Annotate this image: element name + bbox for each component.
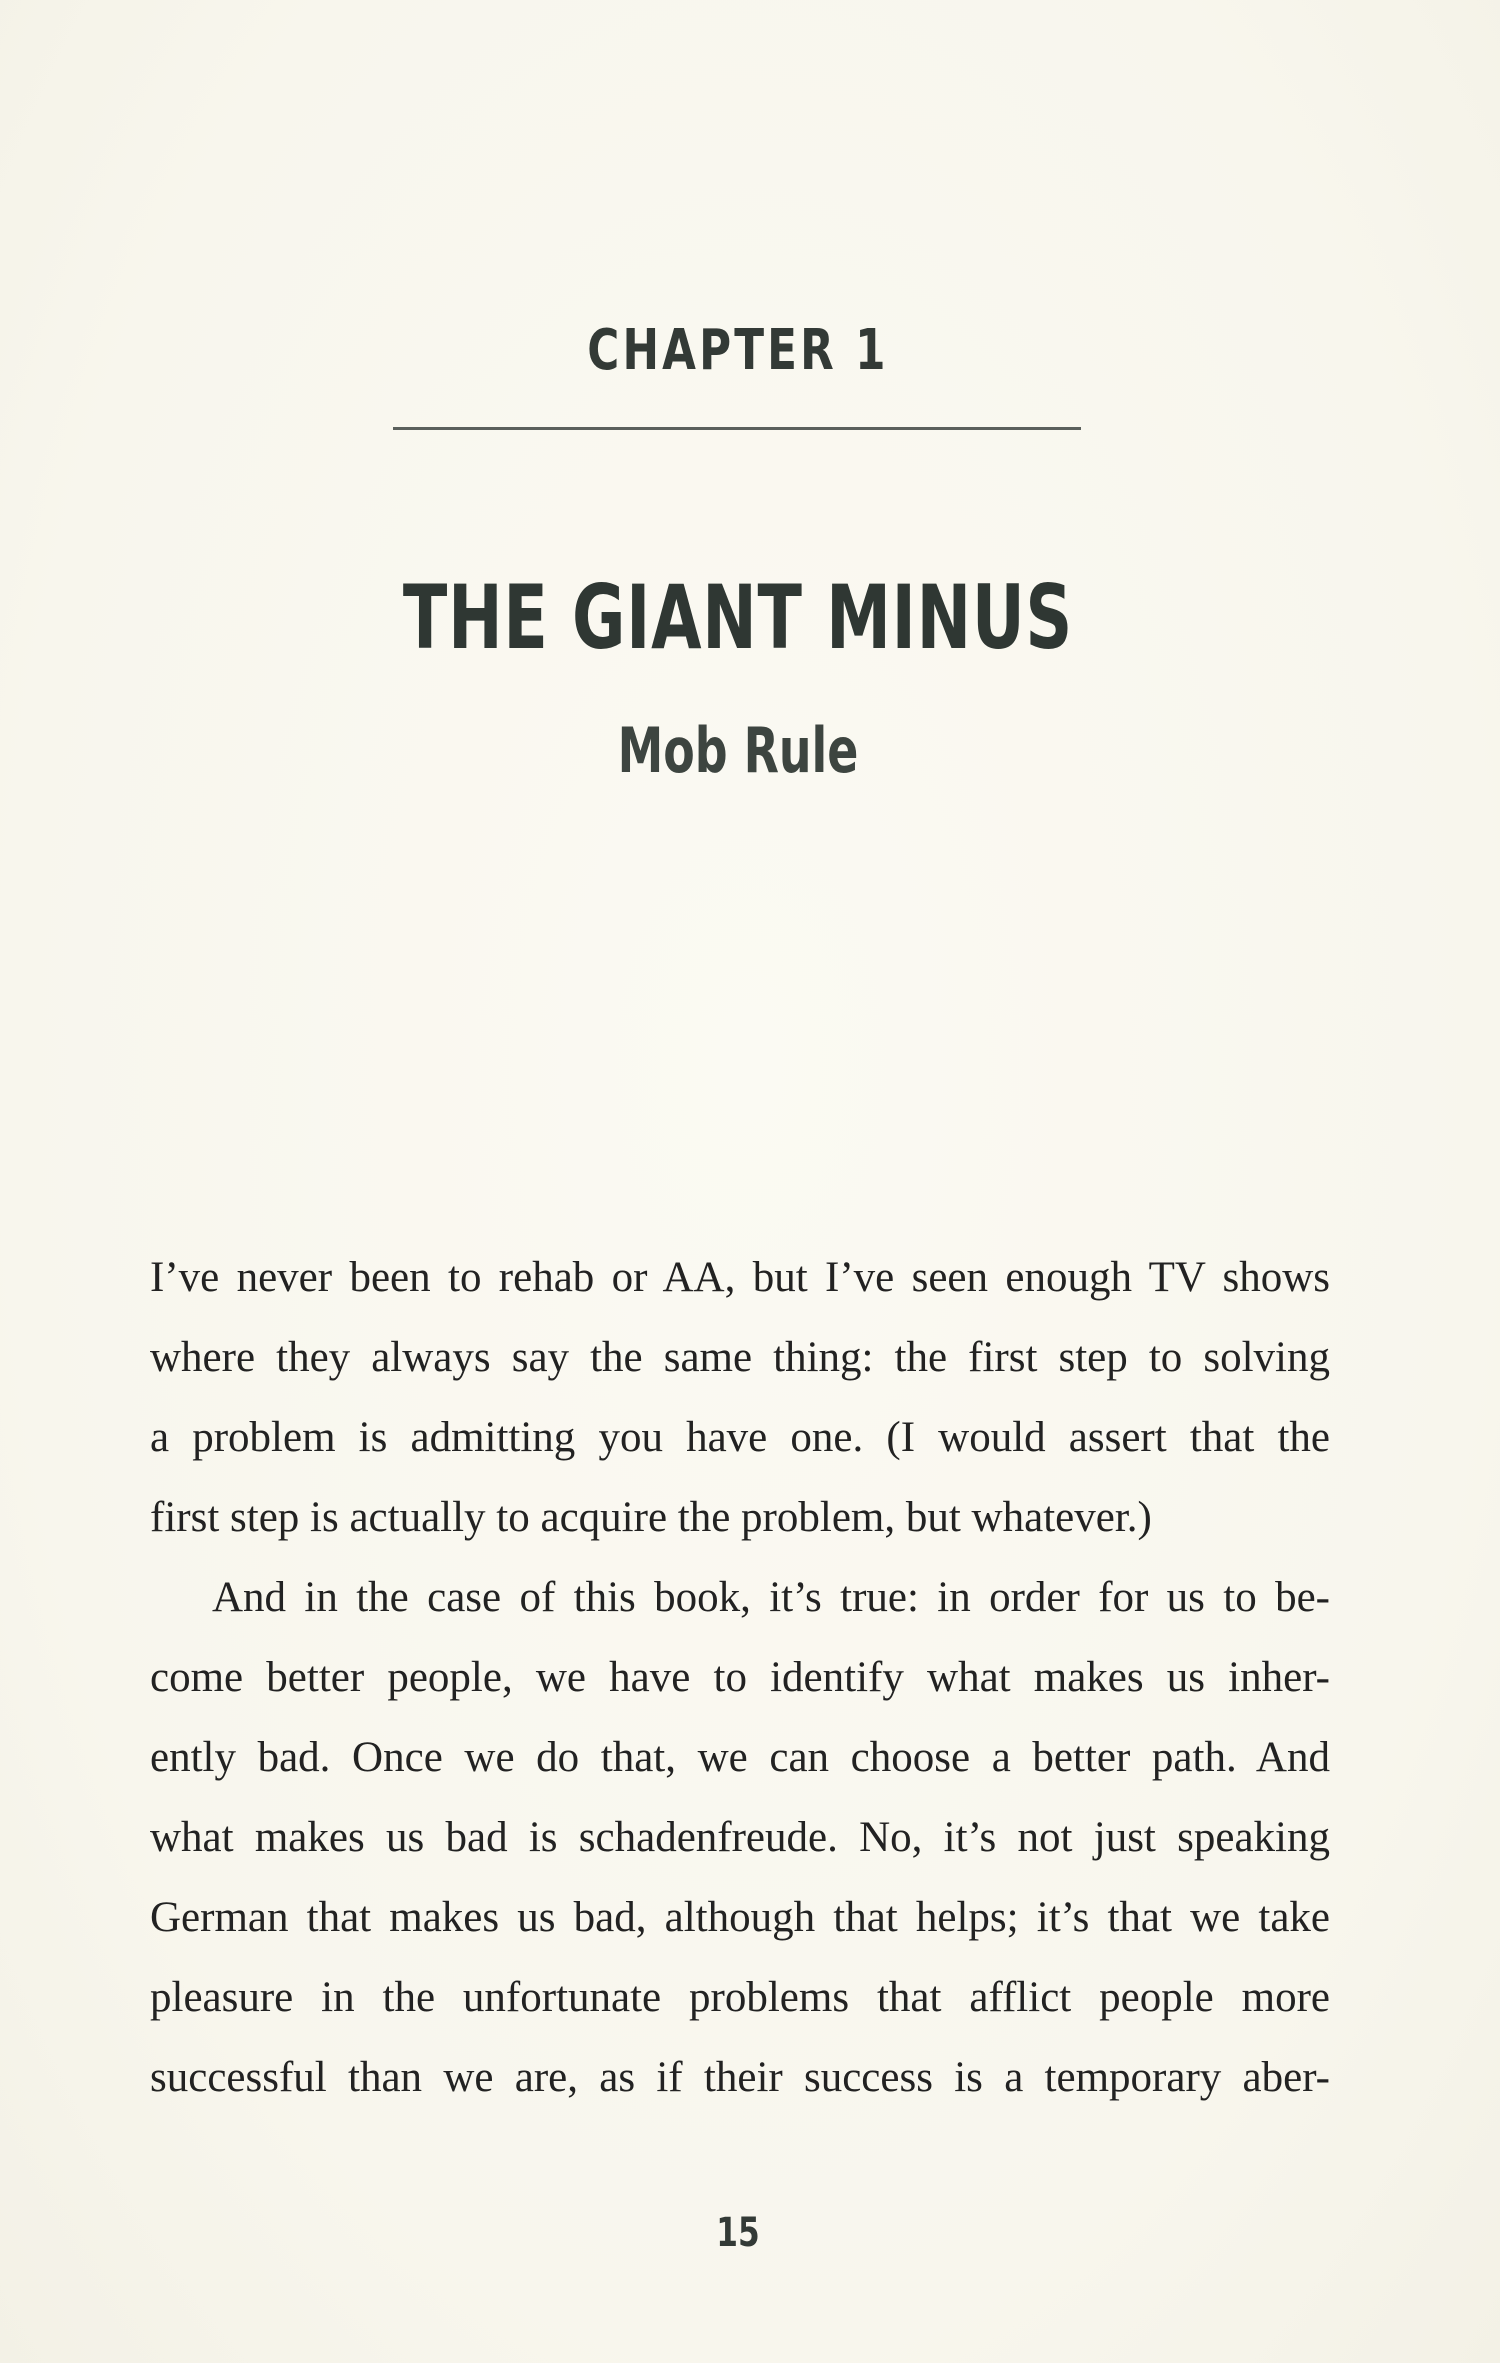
text-line: And in the case of this book, it’s true: in order for us to be- bbox=[212, 1574, 1330, 1621]
text-line: first step is actually to acquire the problem, but whatever.) bbox=[150, 1494, 1152, 1541]
chapter-divider bbox=[393, 427, 1081, 430]
text-line: where they always say the same thing: the first step to solving bbox=[150, 1334, 1330, 1381]
chapter-title: THE GIANT MINUS bbox=[402, 566, 1074, 669]
text-line: what makes us bad is schadenfreude. No, it’s not just speaking bbox=[150, 1814, 1330, 1861]
text-line: I’ve never been to rehab or AA, but I’ve seen enough TV shows bbox=[150, 1254, 1330, 1301]
paragraph-1 bbox=[150, 1238, 1330, 1558]
text-line: successful than we are, as if their success is a temporary aber- bbox=[150, 2054, 1330, 2101]
text-line: German that makes us bad, although that helps; it’s that we take bbox=[150, 1894, 1330, 1941]
text-line: pleasure in the unfortunate problems that afflict people more bbox=[150, 1974, 1330, 2021]
page-number: 15 bbox=[716, 2210, 760, 2256]
text-line: ently bad. Once we do that, we can choose a better path. And bbox=[150, 1734, 1330, 1781]
body-text bbox=[150, 1238, 1330, 2118]
chapter-label: CHAPTER 1 bbox=[587, 318, 889, 383]
chapter-subtitle: Mob Rule bbox=[617, 714, 859, 787]
text-line: a problem is admitting you have one. (I would assert that the bbox=[150, 1414, 1330, 1461]
paragraph-2 bbox=[150, 1558, 1330, 2118]
text-line: come better people, we have to identify what makes us inher- bbox=[150, 1654, 1330, 1701]
